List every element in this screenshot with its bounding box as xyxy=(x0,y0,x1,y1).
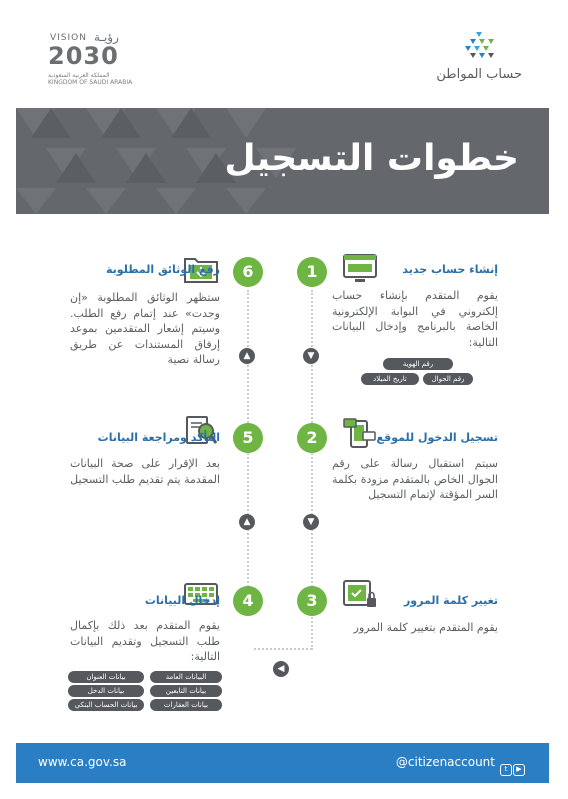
step-body: يقوم المتقدم بإنشاء حساب إلكتروني في البوابة الإلكترونية الخاصة بالبرنامج وإدخال البيانات التالية: xyxy=(332,289,498,349)
step-title: تغيير كلمة المرور xyxy=(403,594,498,607)
step-number-badge: 3 xyxy=(297,586,327,616)
pill-property-data: بيانات العقارات xyxy=(150,699,222,711)
chevron-up-icon: ▲ xyxy=(239,514,255,530)
step-title: التأكد ومراجعة البيانات xyxy=(97,431,220,444)
step-body: يقوم المتقدم بتغيير كلمة المرور xyxy=(353,621,498,634)
chevron-left-icon: ◀ xyxy=(273,661,289,677)
pill-birthdate: تاريخ الميلاد xyxy=(361,373,419,385)
pill-dependents-data: بيانات التابعين xyxy=(150,685,222,697)
pill-national-id: رقم الهوية xyxy=(383,358,453,370)
chevron-up-icon: ▲ xyxy=(239,348,255,364)
pill-mobile: رقم الجوال xyxy=(423,373,473,385)
step-number-badge: 4 xyxy=(233,586,263,616)
browser-window-icon xyxy=(343,254,377,284)
step-title: إدخال البيانات xyxy=(144,594,220,607)
vision-year: 2030 xyxy=(48,42,119,70)
twitter-icon[interactable]: t xyxy=(500,764,512,776)
step-title: إنشاء حساب جديد xyxy=(402,263,498,276)
pill-bank-data: بيانات الحساب البنكي xyxy=(68,699,144,711)
footer-bar xyxy=(16,743,549,783)
social-icons xyxy=(499,756,527,773)
phone-message-icon xyxy=(343,418,377,448)
title-banner xyxy=(16,108,549,214)
social-handle[interactable]: @citizenaccount xyxy=(395,755,495,769)
vision-sub-ar: المملكة العربية السعودية xyxy=(48,72,110,79)
step-body: يقوم المتقدم بعد ذلك بإكمال طلب التسجيل وتقديم البيانات التالية: xyxy=(70,619,220,663)
vision-2030-logo xyxy=(40,30,160,90)
pill-income-data: بيانات الدخل xyxy=(68,685,144,697)
step-number-badge: 1 xyxy=(297,257,327,287)
step-number-badge: 5 xyxy=(233,423,263,453)
step-title: رفع الوثائق المطلوبة xyxy=(106,263,220,276)
step-body: سيتم استقبال رسالة على رقم الجوال الخاص بالمتقدم مزودة بكلمة السر المؤقتة لإتمام التسجيل xyxy=(332,457,498,501)
step-title: تسجيل الدخول للموقع xyxy=(376,431,498,444)
vision-ar-text: رؤيـة xyxy=(94,30,119,44)
vision-en-text: VISION xyxy=(50,33,87,43)
step-body: ستظهر الوثائق المطلوبة «إن وجدت» عند إتمام رفع الطلب. وسيتم إشعار المتقدمين بموعد إرفاق المستندات عن طريق رسالة نصية xyxy=(70,291,220,366)
pill-general-data: البيانات العامة xyxy=(150,671,222,683)
chevron-down-icon: ▼ xyxy=(303,514,319,530)
citizen-account-logo xyxy=(412,30,522,85)
brand-name: حساب المواطن xyxy=(436,67,522,82)
vision-sub-en: KINGDOM OF SAUDI ARABIA xyxy=(48,79,133,86)
pill-address-data: بيانات العنوان xyxy=(68,671,144,683)
page-title: خطوات التسجيل xyxy=(224,138,519,179)
website-link[interactable]: www.ca.gov.sa xyxy=(38,755,127,769)
step-body: بعد الإقرار على صحة البيانات المقدمة يتم تقديم طلب التسجيل xyxy=(70,457,220,486)
chevron-down-icon: ▼ xyxy=(303,348,319,364)
timeline-line-bottom xyxy=(254,648,312,650)
step-number-badge: 6 xyxy=(233,257,263,287)
step-number-badge: 2 xyxy=(297,423,327,453)
tablet-lock-icon xyxy=(343,580,377,610)
brand-mark-icon xyxy=(462,30,496,64)
youtube-icon[interactable]: ▶ xyxy=(513,764,525,776)
